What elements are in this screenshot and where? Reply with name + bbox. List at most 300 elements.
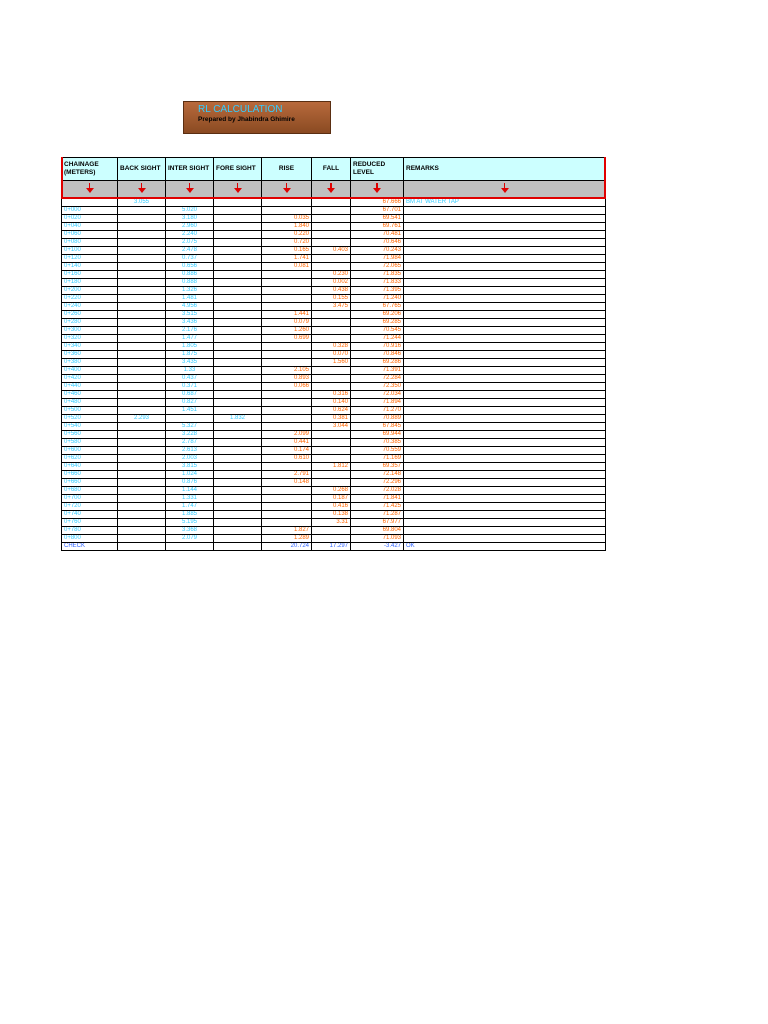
fore-sight-cell[interactable] [214,279,262,287]
chainage-cell[interactable]: 0+780 [62,527,118,535]
reduced-level-cell[interactable]: 70.243 [351,247,404,255]
inter-sight-cell[interactable]: 3.435 [166,359,214,367]
reduced-level-cell[interactable]: 72.296 [351,479,404,487]
inter-sight-cell[interactable]: 1.331 [166,495,214,503]
reduced-level-cell[interactable]: 72.028 [351,487,404,495]
inter-sight-cell[interactable]: 3.368 [166,527,214,535]
back-sight-cell[interactable]: 2.293 [118,415,166,423]
reduced-level-cell[interactable]: 69.357 [351,463,404,471]
remarks-cell[interactable] [404,455,606,463]
reduced-level-cell[interactable]: 67.765 [351,303,404,311]
remarks-cell[interactable] [404,479,606,487]
fall-cell[interactable]: 0.438 [312,287,351,295]
chainage-cell[interactable]: 0+080 [62,239,118,247]
rise-cell[interactable]: 0.165 [262,247,312,255]
chainage-cell[interactable]: 0+300 [62,327,118,335]
fore-sight-cell[interactable] [214,431,262,439]
chainage-cell[interactable]: 0+180 [62,279,118,287]
inter-sight-cell[interactable]: 2.787 [166,439,214,447]
chainage-cell[interactable]: 0+400 [62,367,118,375]
fall-cell[interactable] [312,263,351,271]
inter-sight-cell[interactable]: 0.687 [166,391,214,399]
inter-sight-cell[interactable]: 1.451 [166,407,214,415]
fall-cell[interactable] [312,207,351,215]
inter-sight-cell[interactable]: 0.886 [166,271,214,279]
rise-cell[interactable]: 2.791 [262,471,312,479]
chainage-cell[interactable]: 0+660 [62,479,118,487]
chainage-cell[interactable]: 0+520 [62,415,118,423]
inter-sight-cell[interactable]: 2.075 [166,239,214,247]
reduced-level-cell[interactable]: 69.944 [351,431,404,439]
back-sight-cell[interactable] [118,511,166,519]
fall-cell[interactable]: 0.138 [312,511,351,519]
chainage-cell[interactable]: 0+580 [62,439,118,447]
back-sight-cell[interactable] [118,231,166,239]
inter-sight-cell[interactable]: 1.477 [166,335,214,343]
reduced-level-cell[interactable]: 67.666 [351,199,404,207]
remarks-cell[interactable] [404,319,606,327]
fall-cell[interactable]: 0.002 [312,279,351,287]
fore-sight-cell[interactable] [214,351,262,359]
chainage-cell[interactable]: 0+480 [62,399,118,407]
check-fall-total[interactable]: 17.297 [312,543,351,551]
chainage-cell[interactable]: 0+640 [62,463,118,471]
fore-sight-cell[interactable] [214,327,262,335]
fall-cell[interactable]: 0.316 [312,391,351,399]
remarks-cell[interactable] [404,367,606,375]
back-sight-cell[interactable] [118,319,166,327]
back-sight-cell[interactable] [118,247,166,255]
rise-cell[interactable]: 0.066 [262,383,312,391]
rise-cell[interactable] [262,207,312,215]
remarks-cell[interactable] [404,215,606,223]
back-sight-cell[interactable] [118,359,166,367]
chainage-cell[interactable]: 0+000 [62,207,118,215]
fall-cell[interactable] [312,327,351,335]
inter-sight-cell[interactable]: 0.827 [166,399,214,407]
back-sight-cell[interactable] [118,487,166,495]
remarks-cell[interactable] [404,519,606,527]
remarks-filter[interactable] [404,181,606,199]
fore-sight-cell[interactable] [214,423,262,431]
fall-cell[interactable]: 0.328 [312,343,351,351]
remarks-cell[interactable] [404,247,606,255]
back-sight-cell[interactable] [118,439,166,447]
reduced-level-cell[interactable]: 70.916 [351,343,404,351]
fall-cell[interactable] [312,383,351,391]
inter-sight-cell[interactable]: 0.371 [166,383,214,391]
reduced-level-cell[interactable]: 67.977 [351,519,404,527]
rise-cell[interactable] [262,407,312,415]
inter-sight-cell[interactable]: 0.737 [166,255,214,263]
reduced-level-cell[interactable]: 67.701 [351,207,404,215]
fore-sight-cell[interactable] [214,231,262,239]
back-sight-cell[interactable] [118,287,166,295]
reduced-level-cell[interactable]: 71.244 [351,335,404,343]
remarks-cell[interactable] [404,511,606,519]
fall-cell[interactable]: 1.560 [312,359,351,367]
table-cell[interactable] [118,543,166,551]
reduced-level-cell[interactable]: 70.481 [351,231,404,239]
inter-sight-cell[interactable]: 1.33 [166,367,214,375]
inter-sight-cell[interactable]: 1.481 [166,295,214,303]
reduced-level-cell[interactable]: 71.287 [351,511,404,519]
inter-sight-cell[interactable]: 3.515 [166,311,214,319]
fore-sight-cell[interactable] [214,335,262,343]
reduced-level-cell[interactable]: 70.846 [351,351,404,359]
back-sight-cell[interactable] [118,271,166,279]
fore-sight-cell[interactable] [214,511,262,519]
fore-sight-cell[interactable] [214,447,262,455]
remarks-cell[interactable] [404,423,606,431]
inter-sight-cell[interactable]: 3.815 [166,463,214,471]
back-sight-cell[interactable] [118,431,166,439]
remarks-cell[interactable] [404,351,606,359]
reduced-level-cell[interactable]: 71.391 [351,367,404,375]
reduced-level-cell[interactable]: 70.559 [351,447,404,455]
rise-cell[interactable] [262,503,312,511]
reduced-level-cell[interactable]: 70.545 [351,327,404,335]
remarks-cell[interactable] [404,439,606,447]
back-sight-cell[interactable] [118,215,166,223]
fall-cell[interactable]: 0.155 [312,295,351,303]
inter-sight-cell[interactable]: 2.240 [166,231,214,239]
inter-sight-cell[interactable]: 1.747 [166,503,214,511]
fore-sight-cell[interactable] [214,263,262,271]
chainage-cell[interactable]: 0+280 [62,319,118,327]
inter-sight-cell[interactable]: 3.180 [166,215,214,223]
fall-cell[interactable]: 0.140 [312,399,351,407]
fall-cell[interactable]: 0.403 [312,247,351,255]
chainage-cell[interactable]: 0+500 [62,407,118,415]
chainage-cell[interactable]: 0+200 [62,287,118,295]
remarks-cell[interactable] [404,207,606,215]
rise-cell[interactable]: 0.035 [262,215,312,223]
check-rl-diff[interactable]: -3.427 [351,543,404,551]
rise-cell[interactable] [262,295,312,303]
chainage-cell[interactable]: 0+440 [62,383,118,391]
fall-cell[interactable] [312,311,351,319]
remarks-cell[interactable] [404,311,606,319]
rise-cell[interactable] [262,487,312,495]
reduced-level-cell[interactable]: 70.646 [351,239,404,247]
back-sight-cell[interactable] [118,263,166,271]
back-sight-cell[interactable] [118,255,166,263]
fall-filter[interactable] [312,181,351,199]
fore-sight-cell[interactable] [214,383,262,391]
reduced-level-cell[interactable]: 71.425 [351,503,404,511]
fore-sight-cell[interactable] [214,359,262,367]
inter-sight-cell[interactable] [166,415,214,423]
rise-cell[interactable]: 0.720 [262,239,312,247]
back-sight-cell[interactable] [118,519,166,527]
remarks-cell[interactable] [404,527,606,535]
back-sight-cell[interactable] [118,239,166,247]
fall-cell[interactable]: 0.624 [312,407,351,415]
chainage-cell[interactable]: 0+680 [62,487,118,495]
reduced-level-cell[interactable]: 67.845 [351,423,404,431]
back-sight-filter[interactable] [118,181,166,199]
fore-sight-filter[interactable] [214,181,262,199]
rise-cell[interactable]: 0.174 [262,447,312,455]
fore-sight-cell[interactable]: 1.832 [214,415,262,423]
fall-cell[interactable] [312,335,351,343]
reduced-level-cell[interactable]: 71.395 [351,287,404,295]
reduced-level-cell[interactable]: 72.065 [351,263,404,271]
reduced-level-cell[interactable]: 72.350 [351,383,404,391]
back-sight-cell[interactable] [118,335,166,343]
fore-sight-cell[interactable] [214,199,262,207]
fore-sight-cell[interactable] [214,479,262,487]
remarks-cell[interactable] [404,383,606,391]
rise-filter[interactable] [262,181,312,199]
rise-cell[interactable] [262,303,312,311]
reduced-level-cell[interactable]: 70.385 [351,439,404,447]
fall-cell[interactable] [312,471,351,479]
back-sight-cell[interactable] [118,503,166,511]
reduced-level-cell[interactable]: 70.889 [351,415,404,423]
inter-sight-cell[interactable]: 1.144 [166,487,214,495]
inter-sight-cell[interactable]: 4.956 [166,303,214,311]
back-sight-cell[interactable] [118,311,166,319]
reduced-level-cell[interactable]: 71.835 [351,271,404,279]
rise-cell[interactable]: 0.699 [262,335,312,343]
rise-cell[interactable]: 1.840 [262,223,312,231]
reduced-level-cell[interactable]: 72.034 [351,391,404,399]
fall-cell[interactable] [312,375,351,383]
fore-sight-cell[interactable] [214,239,262,247]
inter-sight-cell[interactable]: 3.228 [166,431,214,439]
fall-cell[interactable] [312,319,351,327]
back-sight-cell[interactable] [118,455,166,463]
inter-sight-cell[interactable]: 2.003 [166,455,214,463]
rise-cell[interactable]: 0.081 [262,263,312,271]
fore-sight-cell[interactable] [214,367,262,375]
inter-sight-cell[interactable]: 2.613 [166,447,214,455]
back-sight-cell[interactable] [118,495,166,503]
remarks-cell[interactable] [404,399,606,407]
remarks-cell[interactable] [404,279,606,287]
chainage-cell[interactable]: 0+160 [62,271,118,279]
chainage-cell[interactable]: 0+260 [62,311,118,319]
back-sight-cell[interactable] [118,535,166,543]
fore-sight-cell[interactable] [214,391,262,399]
remarks-cell[interactable] [404,231,606,239]
chainage-cell[interactable]: 0+020 [62,215,118,223]
inter-sight-cell[interactable]: 2.079 [166,535,214,543]
rise-cell[interactable]: 0.610 [262,455,312,463]
rise-cell[interactable] [262,399,312,407]
fore-sight-cell[interactable] [214,287,262,295]
remarks-cell[interactable] [404,535,606,543]
rise-cell[interactable] [262,423,312,431]
check-remark[interactable]: OK [404,543,606,551]
remarks-cell[interactable] [404,263,606,271]
fore-sight-cell[interactable] [214,535,262,543]
chainage-cell[interactable]: 0+600 [62,447,118,455]
back-sight-cell[interactable] [118,471,166,479]
remarks-cell[interactable] [404,335,606,343]
remarks-cell[interactable] [404,447,606,455]
fall-cell[interactable]: 0.070 [312,351,351,359]
fall-cell[interactable] [312,367,351,375]
fall-cell[interactable] [312,239,351,247]
inter-sight-cell[interactable]: 0.876 [166,479,214,487]
remarks-cell[interactable] [404,303,606,311]
rise-cell[interactable] [262,271,312,279]
fore-sight-cell[interactable] [214,407,262,415]
chainage-cell[interactable]: 0+700 [62,495,118,503]
fore-sight-cell[interactable] [214,519,262,527]
remarks-cell[interactable] [404,255,606,263]
inter-sight-cell[interactable]: 2.478 [166,247,214,255]
chainage-cell[interactable]: 0+720 [62,503,118,511]
reduced-level-cell[interactable]: 72.284 [351,375,404,383]
fore-sight-cell[interactable] [214,303,262,311]
back-sight-cell[interactable]: 3.055 [118,199,166,207]
fall-cell[interactable] [312,199,351,207]
inter-sight-cell[interactable]: 1.024 [166,471,214,479]
reduced-level-cell[interactable]: 71.841 [351,495,404,503]
inter-sight-cell[interactable] [166,199,214,207]
reduced-level-cell[interactable]: 71.984 [351,255,404,263]
inter-sight-cell[interactable]: 2.176 [166,327,214,335]
back-sight-cell[interactable] [118,207,166,215]
back-sight-cell[interactable] [118,279,166,287]
rise-cell[interactable]: 1.827 [262,527,312,535]
reduced-level-cell[interactable]: 71.833 [351,279,404,287]
back-sight-cell[interactable] [118,223,166,231]
reduced-level-cell[interactable]: 71.894 [351,399,404,407]
rise-cell[interactable]: 0.220 [262,231,312,239]
fore-sight-cell[interactable] [214,343,262,351]
chainage-cell[interactable]: 0+800 [62,535,118,543]
back-sight-cell[interactable] [118,407,166,415]
rise-cell[interactable]: 2.105 [262,367,312,375]
fall-cell[interactable] [312,431,351,439]
rise-cell[interactable]: 1.741 [262,255,312,263]
chainage-cell[interactable]: 0+380 [62,359,118,367]
rise-cell[interactable]: 1.441 [262,311,312,319]
remarks-cell[interactable] [404,359,606,367]
inter-sight-cell[interactable]: 0.656 [166,263,214,271]
fall-cell[interactable] [312,223,351,231]
reduced-level-cell[interactable]: 71.093 [351,535,404,543]
reduced-level-cell[interactable]: 72.148 [351,471,404,479]
fore-sight-cell[interactable] [214,319,262,327]
fall-cell[interactable]: 3.475 [312,303,351,311]
rise-cell[interactable] [262,519,312,527]
fore-sight-cell[interactable] [214,487,262,495]
fall-cell[interactable] [312,231,351,239]
fore-sight-cell[interactable] [214,271,262,279]
inter-sight-cell[interactable]: 0.437 [166,375,214,383]
back-sight-cell[interactable] [118,463,166,471]
fall-cell[interactable] [312,479,351,487]
inter-sight-cell[interactable]: 5.020 [166,207,214,215]
remarks-cell[interactable] [404,463,606,471]
rise-cell[interactable] [262,279,312,287]
chainage-cell[interactable]: 0+360 [62,351,118,359]
chainage-cell[interactable]: 0+540 [62,423,118,431]
back-sight-cell[interactable] [118,479,166,487]
reduced-level-cell[interactable]: 69.285 [351,319,404,327]
fore-sight-cell[interactable] [214,311,262,319]
chainage-cell[interactable]: 0+040 [62,223,118,231]
fore-sight-cell[interactable] [214,527,262,535]
chainage-cell[interactable] [62,199,118,207]
fore-sight-cell[interactable] [214,215,262,223]
back-sight-cell[interactable] [118,375,166,383]
reduced-level-cell[interactable]: 71.169 [351,455,404,463]
inter-sight-cell[interactable]: 1.885 [166,511,214,519]
chainage-cell[interactable]: 0+320 [62,335,118,343]
reduced-level-cell[interactable]: 71.270 [351,407,404,415]
fall-cell[interactable] [312,455,351,463]
chainage-cell[interactable]: 0+760 [62,519,118,527]
back-sight-cell[interactable] [118,367,166,375]
fore-sight-cell[interactable] [214,471,262,479]
fore-sight-cell[interactable] [214,439,262,447]
remarks-cell[interactable] [404,495,606,503]
chainage-cell[interactable]: 0+740 [62,511,118,519]
inter-sight-cell[interactable]: 1.326 [166,287,214,295]
remarks-cell[interactable] [404,223,606,231]
back-sight-cell[interactable] [118,391,166,399]
fore-sight-cell[interactable] [214,399,262,407]
fall-cell[interactable]: 0.187 [312,495,351,503]
reduced-level-cell[interactable]: 69.541 [351,215,404,223]
fall-cell[interactable]: 0.268 [312,487,351,495]
rise-cell[interactable] [262,415,312,423]
inter-sight-cell[interactable]: 1.805 [166,343,214,351]
reduced-level-filter[interactable] [351,181,404,199]
chainage-cell[interactable]: 0+560 [62,431,118,439]
rise-cell[interactable] [262,199,312,207]
inter-sight-cell[interactable]: 5.195 [166,519,214,527]
chainage-cell[interactable]: 0+420 [62,375,118,383]
back-sight-cell[interactable] [118,423,166,431]
remarks-cell[interactable] [404,415,606,423]
remarks-cell[interactable] [404,343,606,351]
fall-cell[interactable]: 3.31 [312,519,351,527]
reduced-level-cell[interactable]: 69.804 [351,527,404,535]
reduced-level-cell[interactable]: 69.206 [351,311,404,319]
chainage-cell[interactable]: 0+220 [62,295,118,303]
rise-cell[interactable] [262,495,312,503]
fore-sight-cell[interactable] [214,207,262,215]
back-sight-cell[interactable] [118,383,166,391]
check-rise-total[interactable]: 20.724 [262,543,312,551]
fall-cell[interactable] [312,215,351,223]
chainage-cell[interactable]: 0+100 [62,247,118,255]
check-label[interactable]: CHECK [62,543,118,551]
fall-cell[interactable]: 1.812 [312,463,351,471]
chainage-cell[interactable]: 0+240 [62,303,118,311]
chainage-cell[interactable]: 0+660 [62,471,118,479]
chainage-cell[interactable]: 0+060 [62,231,118,239]
remarks-cell[interactable] [404,391,606,399]
table-cell[interactable] [166,543,214,551]
fore-sight-cell[interactable] [214,247,262,255]
rise-cell[interactable] [262,287,312,295]
back-sight-cell[interactable] [118,399,166,407]
rise-cell[interactable] [262,463,312,471]
remarks-cell[interactable] [404,431,606,439]
rise-cell[interactable] [262,343,312,351]
fore-sight-cell[interactable] [214,375,262,383]
rise-cell[interactable] [262,351,312,359]
